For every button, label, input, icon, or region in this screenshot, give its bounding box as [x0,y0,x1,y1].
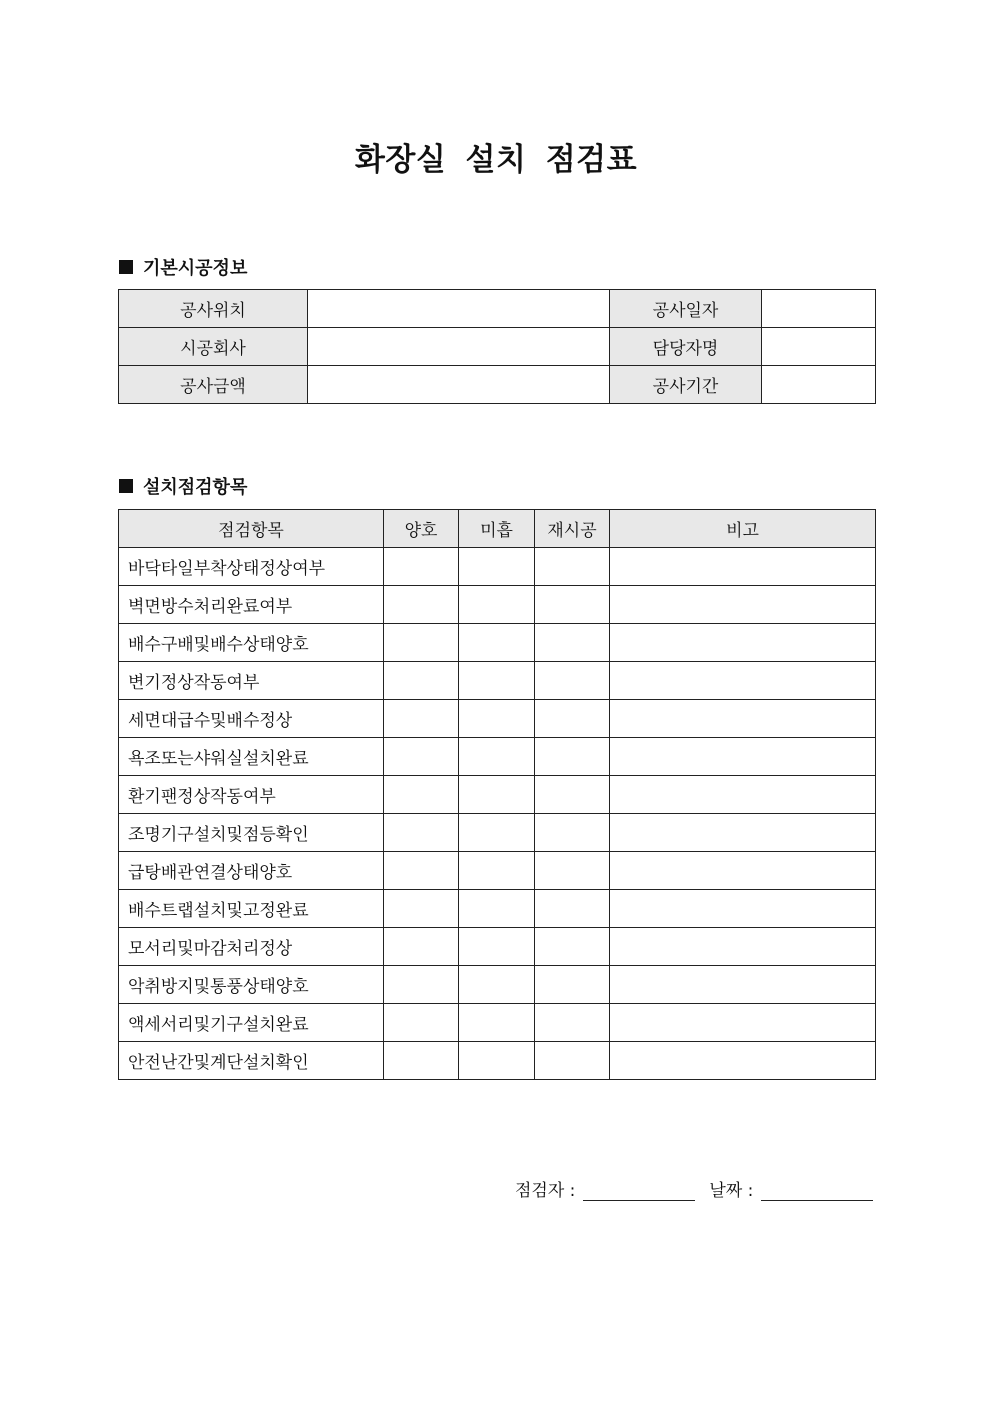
info-row [119,366,876,404]
basic-info-heading-text: 기본시공정보 [143,258,248,279]
info-label-company: 시공회사 [119,328,308,366]
table-row [119,928,876,966]
good-check-cell[interactable] [384,890,459,928]
good-check-cell[interactable] [384,624,459,662]
remarks-cell[interactable] [610,776,876,814]
good-check-cell[interactable] [384,548,459,586]
info-label-location: 공사위치 [119,290,308,328]
poor-check-cell[interactable] [459,1042,535,1080]
remarks-cell[interactable] [610,738,876,776]
table-row [119,776,876,814]
table-row [119,624,876,662]
check-items-table [118,509,876,1080]
remarks-cell[interactable] [610,700,876,738]
redo-check-cell[interactable] [535,814,610,852]
redo-check-cell[interactable] [535,1004,610,1042]
info-label-date: 공사일자 [610,290,762,328]
good-check-cell[interactable] [384,776,459,814]
check-item-label: 변기정상작동여부 [119,662,384,700]
good-check-cell[interactable] [384,966,459,1004]
poor-check-cell[interactable] [459,890,535,928]
check-item-label: 바닥타일부착상태정상여부 [119,548,384,586]
redo-check-cell[interactable] [535,548,610,586]
check-item-label: 환기팬정상작동여부 [119,776,384,814]
remarks-cell[interactable] [610,1004,876,1042]
redo-check-cell[interactable] [535,928,610,966]
square-bullet-icon [119,260,133,274]
check-item-label: 배수트랩설치및고정완료 [119,890,384,928]
period-field[interactable] [762,366,876,404]
poor-check-cell[interactable] [459,928,535,966]
redo-check-cell[interactable] [535,776,610,814]
col-header-remarks: 비고 [610,510,876,548]
table-row [119,1042,876,1080]
table-row [119,890,876,928]
good-check-cell[interactable] [384,1042,459,1080]
check-items-heading-text: 설치점검항목 [143,477,248,498]
redo-check-cell[interactable] [535,890,610,928]
good-check-cell[interactable] [384,852,459,890]
good-check-cell[interactable] [384,814,459,852]
good-check-cell[interactable] [384,738,459,776]
redo-check-cell[interactable] [535,966,610,1004]
poor-check-cell[interactable] [459,966,535,1004]
check-item-label: 악취방지및통풍상태양호 [119,966,384,1004]
good-check-cell[interactable] [384,586,459,624]
check-item-label: 안전난간및계단설치확인 [119,1042,384,1080]
good-check-cell[interactable] [384,1004,459,1042]
remarks-cell[interactable] [610,852,876,890]
col-header-redo: 재시공 [535,510,610,548]
poor-check-cell[interactable] [459,738,535,776]
check-item-label: 배수구배및배수상태양호 [119,624,384,662]
redo-check-cell[interactable] [535,624,610,662]
poor-check-cell[interactable] [459,586,535,624]
page-title: 화장실 설치 점검표 [354,142,638,178]
remarks-cell[interactable] [610,814,876,852]
table-row [119,586,876,624]
remarks-cell[interactable] [610,1042,876,1080]
table-row [119,1004,876,1042]
good-check-cell[interactable] [384,928,459,966]
redo-check-cell[interactable] [535,852,610,890]
redo-check-cell[interactable] [535,1042,610,1080]
col-header-poor: 미흡 [459,510,535,548]
table-row [119,662,876,700]
inspector-signature-line[interactable] [583,1180,695,1201]
redo-check-cell[interactable] [535,662,610,700]
check-item-label: 세면대급수및배수정상 [119,700,384,738]
redo-check-cell[interactable] [535,738,610,776]
poor-check-cell[interactable] [459,852,535,890]
check-items-heading [119,473,247,499]
check-item-label: 욕조또는샤워실설치완료 [119,738,384,776]
poor-check-cell[interactable] [459,548,535,586]
poor-check-cell[interactable] [459,776,535,814]
table-row [119,814,876,852]
square-bullet-icon [119,479,133,493]
info-label-amount: 공사금액 [119,366,308,404]
manager-field[interactable] [762,328,876,366]
company-field[interactable] [308,328,610,366]
check-header-row [119,510,876,548]
info-row [119,290,876,328]
basic-info-table [118,289,876,404]
inspector-label: 점검자 : [515,1181,576,1201]
check-item-label: 벽면방수처리완료여부 [119,586,384,624]
col-header-item: 점검항목 [119,510,384,548]
poor-check-cell[interactable] [459,624,535,662]
poor-check-cell[interactable] [459,662,535,700]
remarks-cell[interactable] [610,662,876,700]
signature-area [515,1176,873,1201]
table-row [119,548,876,586]
redo-check-cell[interactable] [535,586,610,624]
check-item-label: 급탕배관연결상태양호 [119,852,384,890]
table-row [119,738,876,776]
date-field[interactable] [762,290,876,328]
check-item-label: 조명기구설치및점등확인 [119,814,384,852]
table-row [119,852,876,890]
remarks-cell[interactable] [610,928,876,966]
redo-check-cell[interactable] [535,700,610,738]
check-item-label: 모서리및마감처리정상 [119,928,384,966]
info-row [119,328,876,366]
poor-check-cell[interactable] [459,1004,535,1042]
remarks-cell[interactable] [610,966,876,1004]
remarks-cell[interactable] [610,548,876,586]
col-header-good: 양호 [384,510,459,548]
date-label: 날짜 : [709,1181,754,1201]
table-row [119,700,876,738]
remarks-cell[interactable] [610,586,876,624]
table-row [119,966,876,1004]
location-field[interactable] [308,290,610,328]
info-label-period: 공사기간 [610,366,762,404]
info-label-manager: 담당자명 [610,328,762,366]
date-signature-line[interactable] [761,1180,873,1201]
poor-check-cell[interactable] [459,814,535,852]
good-check-cell[interactable] [384,700,459,738]
poor-check-cell[interactable] [459,700,535,738]
basic-info-heading [119,254,247,280]
amount-field[interactable] [308,366,610,404]
good-check-cell[interactable] [384,662,459,700]
remarks-cell[interactable] [610,890,876,928]
remarks-cell[interactable] [610,624,876,662]
check-item-label: 액세서리및기구설치완료 [119,1004,384,1042]
